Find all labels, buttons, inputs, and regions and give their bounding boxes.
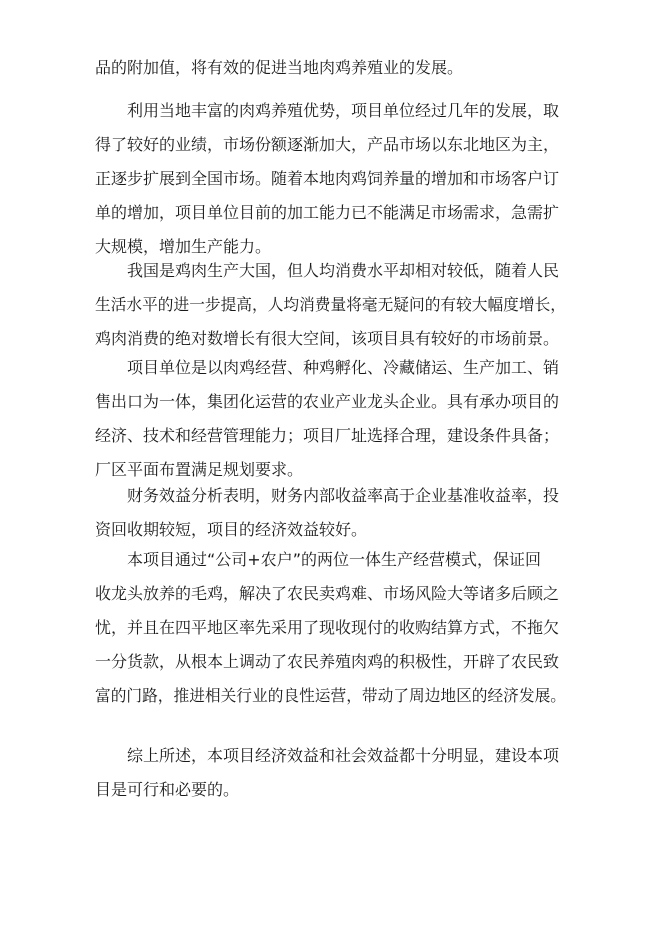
line-text: 单的增加，项目单位目前的加工能力已不能满足市场需求，急需扩 bbox=[95, 203, 560, 222]
text-line bbox=[95, 513, 662, 547]
line-text: 生活水平的进一步提高，人均消费量将毫无疑问的有较大幅度增长， bbox=[95, 295, 566, 314]
line-text: 利用当地丰富的肉鸡养殖优势，项目单位经过几年的发展，取 bbox=[127, 101, 560, 120]
text-line bbox=[95, 128, 662, 162]
line-text: 大规模，增加生产能力。 bbox=[95, 237, 272, 256]
line-text: 收龙头放养的毛鸡，解决了农民卖鸡难、市场风险大等诸多后顾之 bbox=[95, 584, 560, 603]
line-text: 经济、技术和经营管理能力；项目厂址选择合理，建设条件具备； bbox=[95, 426, 560, 445]
text-line bbox=[127, 254, 662, 288]
line-text: 一分货款，从根本上调动了农民养殖肉鸡的积极性，开辟了农民致 bbox=[95, 652, 560, 671]
line-text: 目是可行和必要的。 bbox=[95, 780, 240, 799]
line-text: 售出口为一体，集团化运营的农业产业龙头企业。具有承办项目的 bbox=[95, 392, 560, 411]
text-line bbox=[95, 679, 662, 713]
text-line bbox=[95, 196, 662, 230]
text-line bbox=[95, 577, 662, 611]
text-line bbox=[127, 479, 662, 513]
line-text: 财务效益分析表明，财务内部收益率高于企业基准收益率，投 bbox=[127, 486, 560, 505]
text-line bbox=[127, 94, 662, 128]
line-text: 忧，并且在四平地区率先采用了现收现付的收购结算方式，不拖欠 bbox=[95, 618, 560, 637]
text-line bbox=[95, 773, 662, 807]
line-text: 项目单位是以肉鸡经营、种鸡孵化、冷藏储运、生产加工、销 bbox=[127, 358, 560, 377]
line-text: 得了较好的业绩，市场份额逐渐加大，产品市场以东北地区为主， bbox=[95, 135, 560, 154]
line-text: 综上所述，本项目经济效益和社会效益都十分明显，建设本项 bbox=[127, 746, 560, 765]
text-line bbox=[95, 419, 662, 453]
text-line bbox=[127, 351, 662, 385]
line-text: 正逐步扩展到全国市场。随着本地肉鸡饲养量的增加和市场客户订 bbox=[95, 169, 560, 188]
line-text: 资回收期较短，项目的经济效益较好。 bbox=[95, 520, 368, 539]
text-line bbox=[95, 288, 662, 322]
text-line bbox=[127, 543, 662, 577]
line-text: 厂区平面布置满足规划要求。 bbox=[95, 460, 304, 479]
line-text: 鸡肉消费的绝对数增长有很大空间，该项目具有较好的市场前景。 bbox=[95, 329, 560, 348]
line-text: 富的门路，推进相关行业的良性运营，带动了周边地区的经济发展。 bbox=[95, 686, 566, 705]
text-line bbox=[95, 51, 662, 85]
line-text: 本项目通过“公司+农户”的两位一体生产经营模式，保证回 bbox=[127, 550, 541, 569]
text-line bbox=[95, 611, 662, 645]
line-text: 品的附加值，将有效的促进当地肉鸡养殖业的发展。 bbox=[95, 58, 464, 77]
text-line bbox=[95, 162, 662, 196]
text-line bbox=[95, 645, 662, 679]
text-line bbox=[95, 385, 662, 419]
text-line bbox=[127, 739, 662, 773]
line-text: 我国是鸡肉生产大国，但人均消费水平却相对较低，随着人民 bbox=[127, 261, 560, 280]
